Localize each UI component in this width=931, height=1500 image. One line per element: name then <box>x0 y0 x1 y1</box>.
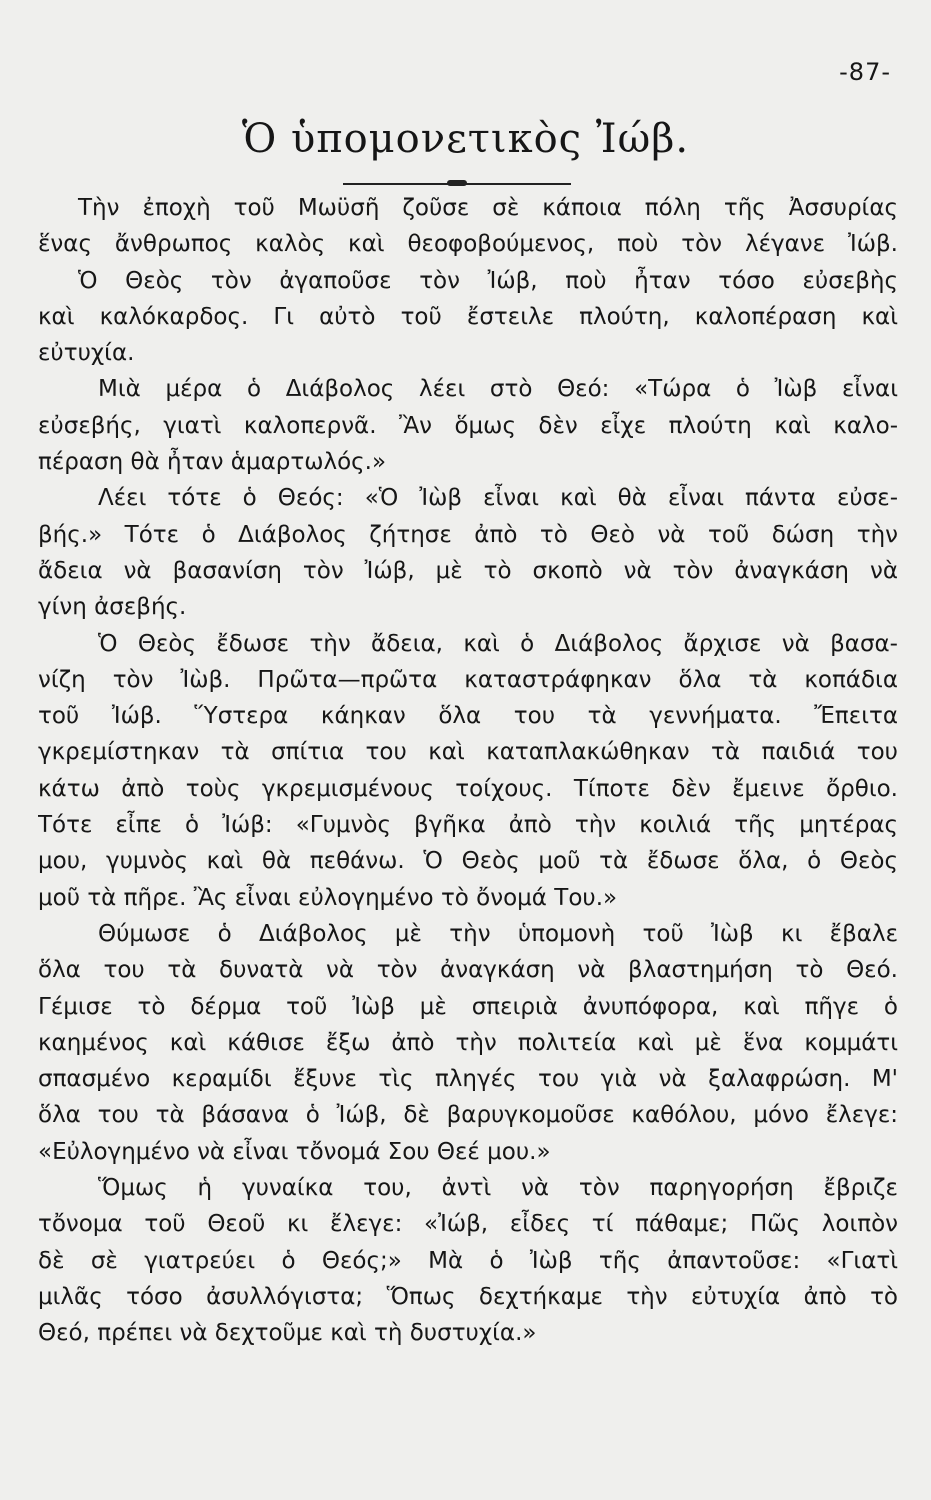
text-line: Ὁ Θεὸς τὸν ἀγαποῦσε τὸν Ἰώβ, ποὺ ἦταν τόσο εὐσεβὴς <box>78 267 898 294</box>
text-line: ὅλα του τὰ δυνατὰ νὰ τὸν ἀναγκάση νὰ βλαστημήση τὸ Θεό. <box>38 957 898 984</box>
text-line: Τότε εἶπε ὁ Ἰώβ: «Γυμνὸς βγῆκα ἀπὸ τὴν κοιλιά τῆς μητέρας <box>38 812 898 839</box>
page-number: -87- <box>839 58 891 86</box>
text-line: Γέμισε τὸ δέρμα τοῦ Ἰὼβ μὲ σπειριὰ ἀνυπόφορα, καὶ πῆγε ὁ <box>38 993 898 1020</box>
text-line: γκρεμίστηκαν τὰ σπίτια του καὶ καταπλακώθηκαν τὰ παιδιά του <box>38 739 898 766</box>
text-line: Ὁ Θεὸς ἔδωσε τὴν ἄδεια, καὶ ὁ Διάβολος ἄρχισε νὰ βασα- <box>98 630 898 657</box>
text-line: εὐτυχία. <box>38 340 135 367</box>
text-line: μιλᾶς τόσο ἀσυλλόγιστα; Ὅπως δεχτήκαμε τὴν εὐτυχία ἀπὸ τὸ <box>38 1283 898 1310</box>
text-line: ὅλα του τὰ βάσανα ὁ Ἰώβ, δὲ βαρυγκομοῦσε καθόλου, μόνο ἔλεγε: <box>38 1102 898 1129</box>
text-line: Μιὰ μέρα ὁ Διάβολος λέει στὸ Θεό: «Τώρα ὁ Ἰὼβ εἶναι <box>98 376 898 403</box>
text-line: Ὅμως ἡ γυναίκα του, ἀντὶ νὰ τὸν παρηγορήση ἔβριζε <box>98 1175 898 1202</box>
title-divider-ornament <box>447 180 467 186</box>
text-line: ἕνας ἄνθρωπος καλὸς καὶ θεοφοβούμενος, ποὺ τὸν λέγανε Ἰώβ. <box>38 231 898 258</box>
text-line: βής.» Τότε ὁ Διάβολος ζήτησε ἀπὸ τὸ Θεὸ νὰ τοῦ δώση τὴν <box>38 521 898 548</box>
text-line: πέραση θὰ ἦταν ἁμαρτωλός.» <box>38 449 387 476</box>
text-line: τοῦ Ἰώβ. Ὕστερα κάηκαν ὅλα του τὰ γεννήματα. Ἔπειτα <box>38 703 898 730</box>
text-line: Τὴν ἐποχὴ τοῦ Μωϋσῆ ζοῦσε σὲ κάποια πόλη τῆς Ἀσσυρίας <box>78 195 898 221</box>
page-title: Ὁ ὑπομονετικὸς Ἰώβ. <box>241 116 690 162</box>
text-line: μοῦ τὰ πῆρε. Ἂς εἶναι εὐλογημένο τὸ ὄνομά Του.» <box>38 884 618 911</box>
text-line: καημένος καὶ κάθισε ἔξω ἀπὸ τὴν πολιτεία καὶ μὲ ἕνα κομμάτι <box>38 1029 898 1056</box>
text-line: γίνη ἀσεβής. <box>38 594 187 621</box>
text-line: μου, γυμνὸς καὶ θὰ πεθάνω. Ὁ Θεὸς μοῦ τὰ ἔδωσε ὅλα, ὁ Θεὸς <box>38 848 898 875</box>
text-line: νίζη τὸν Ἰὼβ. Πρῶτα—πρῶτα καταστράφηκαν ὅλα τὰ κοπάδια <box>38 666 898 693</box>
body-text <box>38 190 898 1352</box>
text-line: κάτω ἀπὸ τοὺς γκρεμισμένους τοίχους. Τίποτε δὲν ἔμεινε ὄρθιο. <box>38 775 898 802</box>
text-line: «Εὐλογημένο νὰ εἶναι τὄνομά Σου Θεέ μου.» <box>38 1138 551 1165</box>
text-line: Λέει τότε ὁ Θεός: «Ὁ Ἰὼβ εἶναι καὶ θὰ εἶναι πάντα εὐσε- <box>98 485 898 512</box>
text-line: σπασμένο κεραμίδι ἔξυνε τὶς πληγές του γιὰ νὰ ξαλαφρώση. Μ' <box>38 1066 898 1093</box>
text-line: δὲ σὲ γιατρεύει ὁ Θεός;» Μὰ ὁ Ἰὼβ τῆς ἀπαντοῦσε: «Γιατὶ <box>38 1247 898 1274</box>
text-line: Θεό, πρέπει νὰ δεχτοῦμε καὶ τὴ δυστυχία.» <box>38 1320 537 1347</box>
text-line: ἄδεια νὰ βασανίση τὸν Ἰώβ, μὲ τὸ σκοπὸ νὰ τὸν ἀναγκάση νὰ <box>38 557 898 584</box>
text-line: εὐσεβής, γιατὶ καλοπερνᾶ. Ἂν ὅμως δὲν εἶχε πλούτη καὶ καλο- <box>38 412 898 439</box>
text-line: τὄνομα τοῦ Θεοῦ κι ἔλεγε: «Ἰώβ, εἶδες τί πάθαμε; Πῶς λοιπὸν <box>38 1211 898 1238</box>
text-line: καὶ καλόκαρδος. Γι αὐτὸ τοῦ ἔστειλε πλούτη, καλοπέραση καὶ <box>38 303 898 330</box>
text-line: Θύμωσε ὁ Διάβολος μὲ τὴν ὑπομονὴ τοῦ Ἰὼβ κι ἔβαλε <box>98 920 898 947</box>
